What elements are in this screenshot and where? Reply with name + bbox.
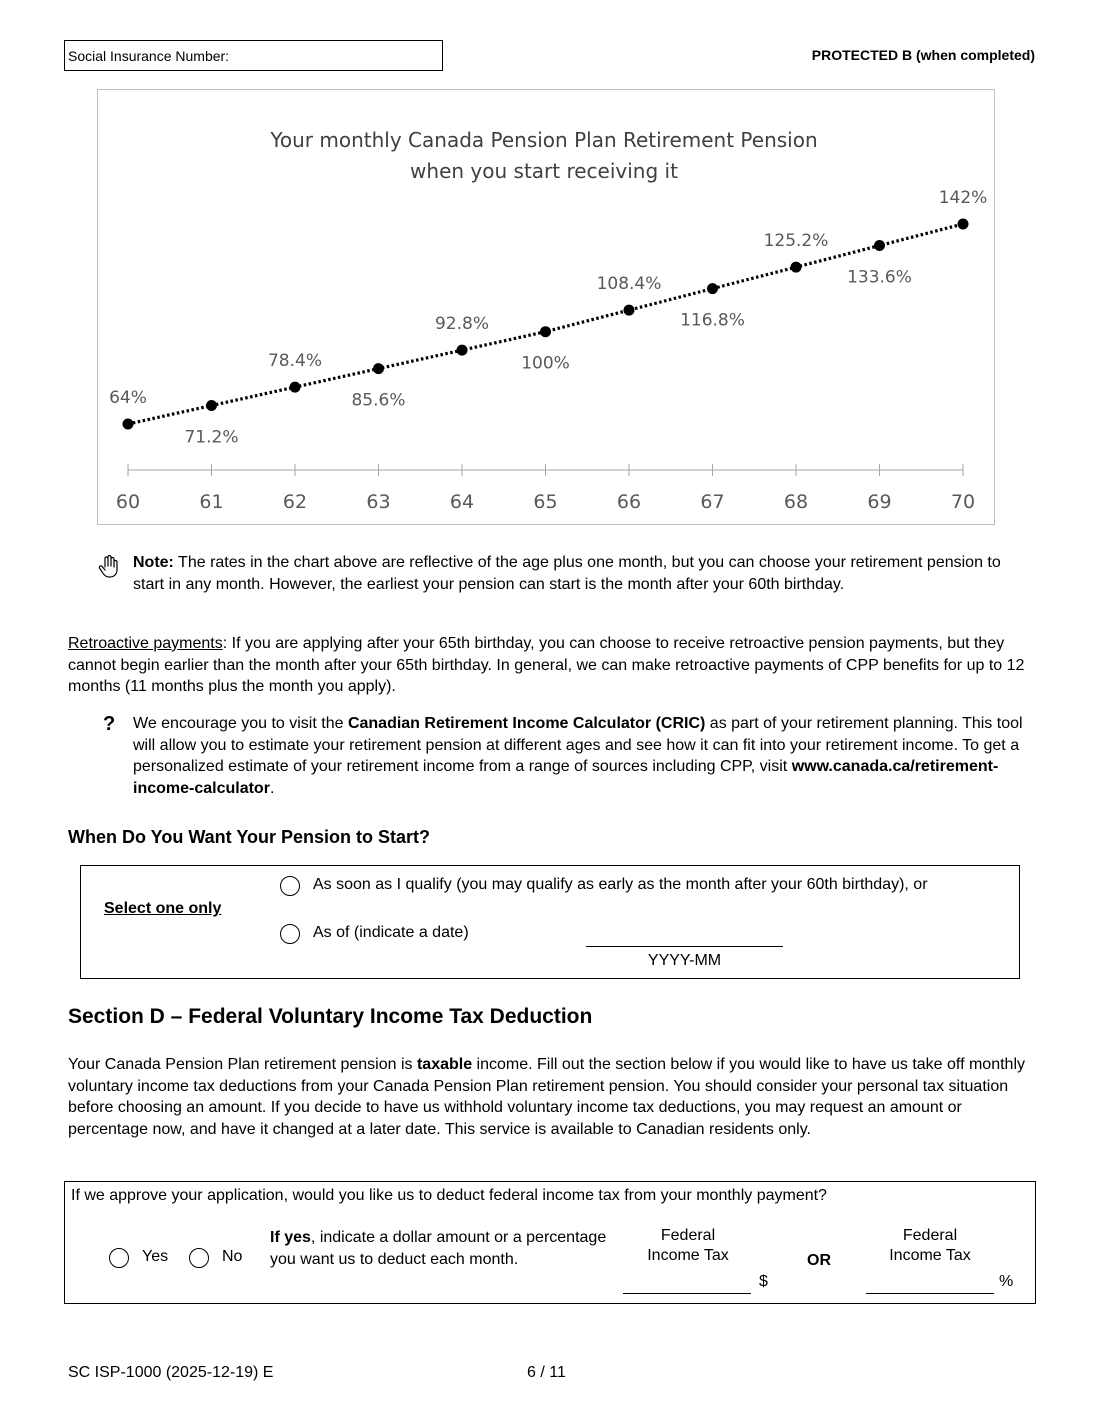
sin-label: Social Insurance Number: <box>68 48 230 64</box>
cric-text-3: . <box>269 779 275 797</box>
data-label: 64% <box>109 388 147 408</box>
x-tick-label: 66 <box>616 491 642 513</box>
page-number: 6 / 11 <box>527 1364 566 1381</box>
x-tick-label: 65 <box>533 491 558 513</box>
note-paragraph <box>133 552 1033 595</box>
data-label: 78.4% <box>267 351 323 372</box>
yes-radio[interactable] <box>109 1248 129 1268</box>
retroactive-text: : If you are applying after your 65th birthday, you can choose to receive retroactive pension payments, but they cannot begin earlier than the month after your 65th birthday. In general, we can make retroactive payments of CPP benefits for up to 12 months (11 months plus the month you apply). <box>68 635 1025 695</box>
data-point <box>540 326 551 337</box>
or-label: OR <box>807 1252 831 1269</box>
if-yes-text: , indicate a dollar amount or a percentage you want us to deduct each month. <box>270 1229 607 1268</box>
asap-option-label: As soon as I qualify (you may qualify as early as the month after your 60th birthday), or <box>313 876 928 893</box>
data-label: 108.4% <box>596 274 662 295</box>
fed-tax-label-1: Federal <box>660 1227 716 1244</box>
data-point <box>958 219 969 230</box>
chart-title-line: when you start receiving it <box>410 159 678 183</box>
retroactive-paragraph <box>68 633 1038 698</box>
data-label: 71.2% <box>184 427 239 448</box>
start-options-box <box>80 865 1020 979</box>
section-d-text-1: Your Canada Pension Plan retirement pension is <box>68 1056 417 1073</box>
cric-url-link[interactable]: www.canada.ca/retirement-income-calculator <box>133 758 999 797</box>
x-tick-label: 61 <box>199 491 224 513</box>
percent-input[interactable] <box>866 1293 994 1294</box>
data-point <box>373 363 384 374</box>
percent-sign: % <box>999 1273 1014 1290</box>
cric-paragraph <box>133 713 1033 799</box>
data-point <box>206 400 217 411</box>
series-line <box>128 224 963 424</box>
tax-deduction-box <box>64 1181 1036 1304</box>
asap-radio[interactable] <box>280 876 300 896</box>
dollar-sign: $ <box>759 1273 768 1290</box>
x-tick-label: 68 <box>783 491 809 513</box>
if-yes-instructions <box>270 1227 610 1270</box>
if-yes-bold: If yes <box>270 1229 311 1246</box>
sin-field[interactable] <box>64 40 443 71</box>
chart-title-line: Your monthly Canada Pension Plan Retirement Pension <box>270 128 818 152</box>
data-point <box>624 305 635 316</box>
start-heading: When Do You Want Your Pension to Start? <box>68 827 430 847</box>
section-d-heading: Section D – Federal Voluntary Income Tax Deduction <box>68 1005 593 1028</box>
data-label: 116.8% <box>680 310 745 331</box>
chart-title <box>269 128 817 183</box>
data-point <box>290 382 301 393</box>
data-point <box>457 345 468 356</box>
form-id: SC ISP-1000 (2025-12-19) E <box>68 1364 274 1381</box>
x-tick-label: 69 <box>867 491 892 513</box>
cric-text-2: as part of your retirement planning. This tool will allow you to estimate your retirement pension at different ages and see how it can fit into your retirement income. To get a personalized estimate of your retirement income from a range of sources including CPP, visit <box>133 715 1023 775</box>
x-tick-label: 67 <box>700 491 725 513</box>
cric-text-1: We encourage you to visit the <box>133 715 348 732</box>
taxable-bold: taxable <box>416 1056 473 1073</box>
note-bold: Note: <box>133 554 174 571</box>
x-tick-label: 64 <box>449 491 475 513</box>
select-one-label: Select one only <box>104 900 222 917</box>
data-points <box>123 219 969 430</box>
data-point <box>791 262 802 273</box>
fed-tax-label-1b: Federal <box>902 1227 958 1244</box>
x-tick-label: 63 <box>366 491 391 513</box>
hand-pointer-icon <box>97 555 119 579</box>
fed-tax-label-2: Income Tax <box>647 1247 729 1264</box>
dollar-amount-input[interactable] <box>623 1293 751 1294</box>
tax-question: If we approve your application, would you like us to deduct federal income tax from your monthly payment? <box>71 1187 827 1204</box>
data-label: 133.6% <box>847 267 912 288</box>
section-d-text-2: income. Fill out the section below if you would like to have us take off monthly voluntary income tax deductions from your Canada Pension Plan retirement pension. You should consider your personal tax situation before choosing an amount. If you decide to have us withhold voluntary income tax deductions, you may request an amount or percentage now, and have it changed at a later date. This service is available to Canadian residents only. <box>68 1056 1025 1138</box>
retroactive-label: Retroactive payments <box>68 635 223 652</box>
yes-label: Yes <box>142 1248 169 1265</box>
x-tick-label: 60 <box>115 491 141 513</box>
x-tick-label: 62 <box>282 491 308 513</box>
data-label: 125.2% <box>763 231 829 252</box>
data-labels <box>109 188 987 448</box>
federal-tax-dollar-header <box>623 1226 753 1266</box>
date-format-label: YYYY-MM <box>647 952 722 969</box>
protected-b-label: PROTECTED B (when completed) <box>811 47 1035 63</box>
data-label: 142% <box>938 188 988 208</box>
federal-tax-percent-header <box>865 1226 995 1266</box>
data-label: 92.8% <box>434 314 490 335</box>
as-of-date-radio[interactable] <box>280 924 300 944</box>
x-axis <box>116 464 975 513</box>
question-mark-icon: ? <box>103 713 116 735</box>
note-text: The rates in the chart above are reflective of the age plus one month, but you can choose your retirement pension to start in any month. However, the earliest your pension can start is the month after your 60th birthday. <box>133 554 1001 593</box>
data-point <box>707 283 718 294</box>
data-label: 85.6% <box>351 390 406 411</box>
data-point <box>874 240 885 251</box>
no-radio[interactable] <box>189 1248 209 1268</box>
data-point <box>123 419 134 430</box>
data-label: 100% <box>521 353 570 374</box>
pension-chart <box>97 89 995 525</box>
cric-name: Canadian Retirement Income Calculator (CRIC) <box>347 715 706 732</box>
fed-tax-label-2b: Income Tax <box>889 1247 971 1264</box>
no-label: No <box>222 1248 243 1265</box>
as-of-date-label: As of (indicate a date) <box>313 924 469 941</box>
section-d-paragraph <box>68 1054 1038 1140</box>
date-input-line[interactable] <box>586 946 783 947</box>
x-tick-label: 70 <box>950 491 976 513</box>
pension-line <box>128 224 963 424</box>
